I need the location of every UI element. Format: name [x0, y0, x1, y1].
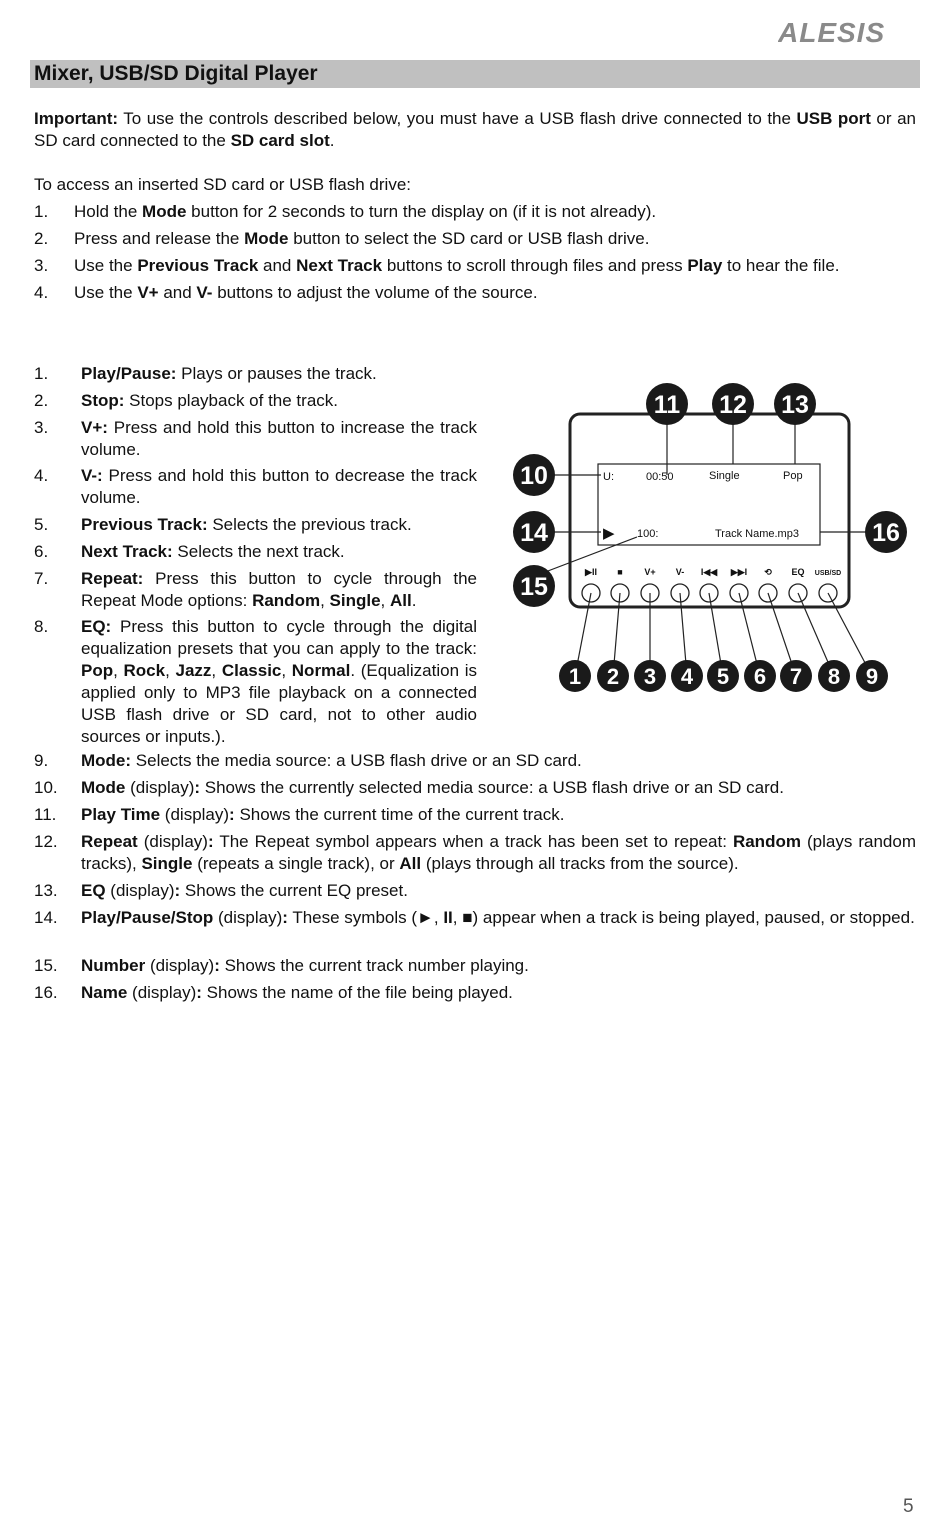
display-number: 100: — [637, 528, 659, 540]
label-eq: EQ — [791, 567, 805, 577]
display-eq: Pop — [783, 470, 803, 482]
display-source: U: — [603, 471, 614, 483]
item-text: Previous Track: Selects the previous track. — [81, 515, 412, 534]
callout-6-label: 6 — [753, 664, 767, 689]
label-vplus: V+ — [644, 567, 656, 577]
callout-5-label: 5 — [716, 664, 730, 689]
item-text: EQ (display): Shows the current EQ preset. — [81, 881, 408, 900]
callout-8-label: 8 — [827, 664, 841, 689]
label-play-pause: ▶II — [585, 567, 597, 577]
callout-1-label: 1 — [568, 664, 582, 689]
item-number: 14. — [34, 908, 58, 927]
callout-14-label: 14 — [520, 519, 548, 547]
item-text: EQ: Press this button to cycle through the digital equalization presets that you can apply to the track: Pop, Rock, Jazz, Classic, Normal. (Equalization is applied only to MP3 file playback on a connected USB flash drive or SD card, not to other audio sources or inputs.). — [81, 617, 477, 746]
item-number: 6. — [34, 542, 49, 561]
item-number: 9. — [34, 751, 49, 770]
step-number: 3. — [34, 256, 49, 275]
item-number: 11. — [34, 805, 57, 824]
item-text: Stop: Stops playback of the track. — [81, 391, 338, 410]
access-intro: To access an inserted SD card or USB flash drive: — [34, 175, 411, 194]
item-number: 8. — [34, 617, 49, 636]
step-text: Press and release the Mode button to select the SD card or USB flash drive. — [74, 229, 650, 248]
item-number: 12. — [34, 832, 58, 851]
step-text: Hold the Mode button for 2 seconds to turn the display on (if it is not already). — [74, 202, 657, 221]
step-number: 1. — [34, 202, 49, 221]
label-repeat: ⟲ — [764, 567, 772, 577]
step-number: 4. — [34, 283, 49, 302]
important-text-2: or an SD card connected to the — [34, 109, 916, 150]
callout-16-label: 16 — [872, 519, 900, 547]
step-number: 2. — [34, 229, 49, 248]
section-heading: Mixer, USB/SD Digital Player — [30, 60, 920, 88]
label-vminus: V- — [675, 567, 685, 577]
usb-port-term: USB port — [796, 109, 871, 128]
alesis-logo-text: ALESIS — [778, 17, 886, 46]
item-text: Play/Pause/Stop (display): These symbols (►, II, ■) appear when a track is being played, paused, or stopped. — [81, 908, 915, 927]
item-text: V+: Press and hold this button to increase the track volume. — [81, 418, 477, 459]
label-usb-sd: USB/SD — [814, 570, 842, 577]
callout-12-label: 12 — [719, 391, 747, 419]
item-text: Play/Pause: Plays or pauses the track. — [81, 364, 377, 383]
callout-2-label: 2 — [606, 664, 620, 689]
callout-15-label: 15 — [520, 573, 548, 601]
item-text: V-: Press and hold this button to decrease the track volume. — [81, 466, 477, 507]
item-text: Repeat: Press this button to cycle through the Repeat Mode options: Random, Single, All. — [81, 569, 477, 610]
item-number: 10. — [34, 778, 58, 797]
item-number: 4. — [34, 466, 49, 485]
item-text: Repeat (display): The Repeat symbol appears when a track has been set to repeat: Random (plays random tracks), Single (repeats a single track), or All (plays through all tracks from the source). — [81, 832, 916, 873]
important-lead: Important: — [34, 109, 119, 128]
item-text: Number (display): Shows the current track number playing. — [81, 956, 529, 975]
step-text: Use the V+ and V- buttons to adjust the volume of the source. — [74, 283, 538, 302]
item-text: Mode (display): Shows the currently selected media source: a USB flash drive or an SD card. — [81, 778, 784, 797]
item-number: 1. — [34, 364, 49, 383]
callout-9-label: 9 — [865, 664, 879, 689]
item-number: 13. — [34, 881, 58, 900]
label-stop: ■ — [617, 567, 623, 577]
display-time: 00:50 — [646, 471, 674, 483]
important-text-1: To use the controls described below, you must have a USB flash drive connected to the — [118, 109, 797, 128]
item-number: 15. — [34, 956, 58, 975]
player-diagram — [505, 375, 920, 705]
item-text: Mode: Selects the media source: a USB flash drive or an SD card. — [81, 751, 582, 770]
callout-11-label: 11 — [653, 391, 681, 419]
page-number: 5 — [903, 1496, 914, 1517]
callout-10-label: 10 — [520, 462, 548, 490]
item-text: Next Track: Selects the next track. — [81, 542, 345, 561]
important-paragraph — [34, 108, 916, 152]
display-play-symbol: ▶ — [603, 525, 615, 542]
item-number: 16. — [34, 983, 58, 1002]
item-number: 2. — [34, 391, 49, 410]
display-repeat: Single — [709, 470, 740, 482]
label-prev: I◀◀ — [700, 567, 718, 577]
label-next: ▶▶I — [730, 567, 748, 577]
callout-13-label: 13 — [781, 391, 809, 419]
item-text: Play Time (display): Shows the current time of the current track. — [81, 805, 565, 824]
sd-card-slot-term: SD card slot — [230, 131, 330, 150]
item-number: 7. — [34, 569, 49, 588]
callout-3-label: 3 — [643, 664, 657, 689]
alesis-logo — [778, 16, 920, 46]
callout-7-label: 7 — [789, 664, 803, 689]
step-text: Use the Previous Track and Next Track buttons to scroll through files and press Play to hear the file. — [74, 256, 840, 275]
item-text: Name (display): Shows the name of the file being played. — [81, 983, 513, 1002]
item-number: 5. — [34, 515, 49, 534]
device-frame — [570, 414, 849, 607]
item-number: 3. — [34, 418, 49, 437]
display-name: Track Name.mp3 — [715, 528, 799, 540]
important-text-3: . — [329, 131, 335, 150]
callout-4-label: 4 — [680, 664, 694, 689]
